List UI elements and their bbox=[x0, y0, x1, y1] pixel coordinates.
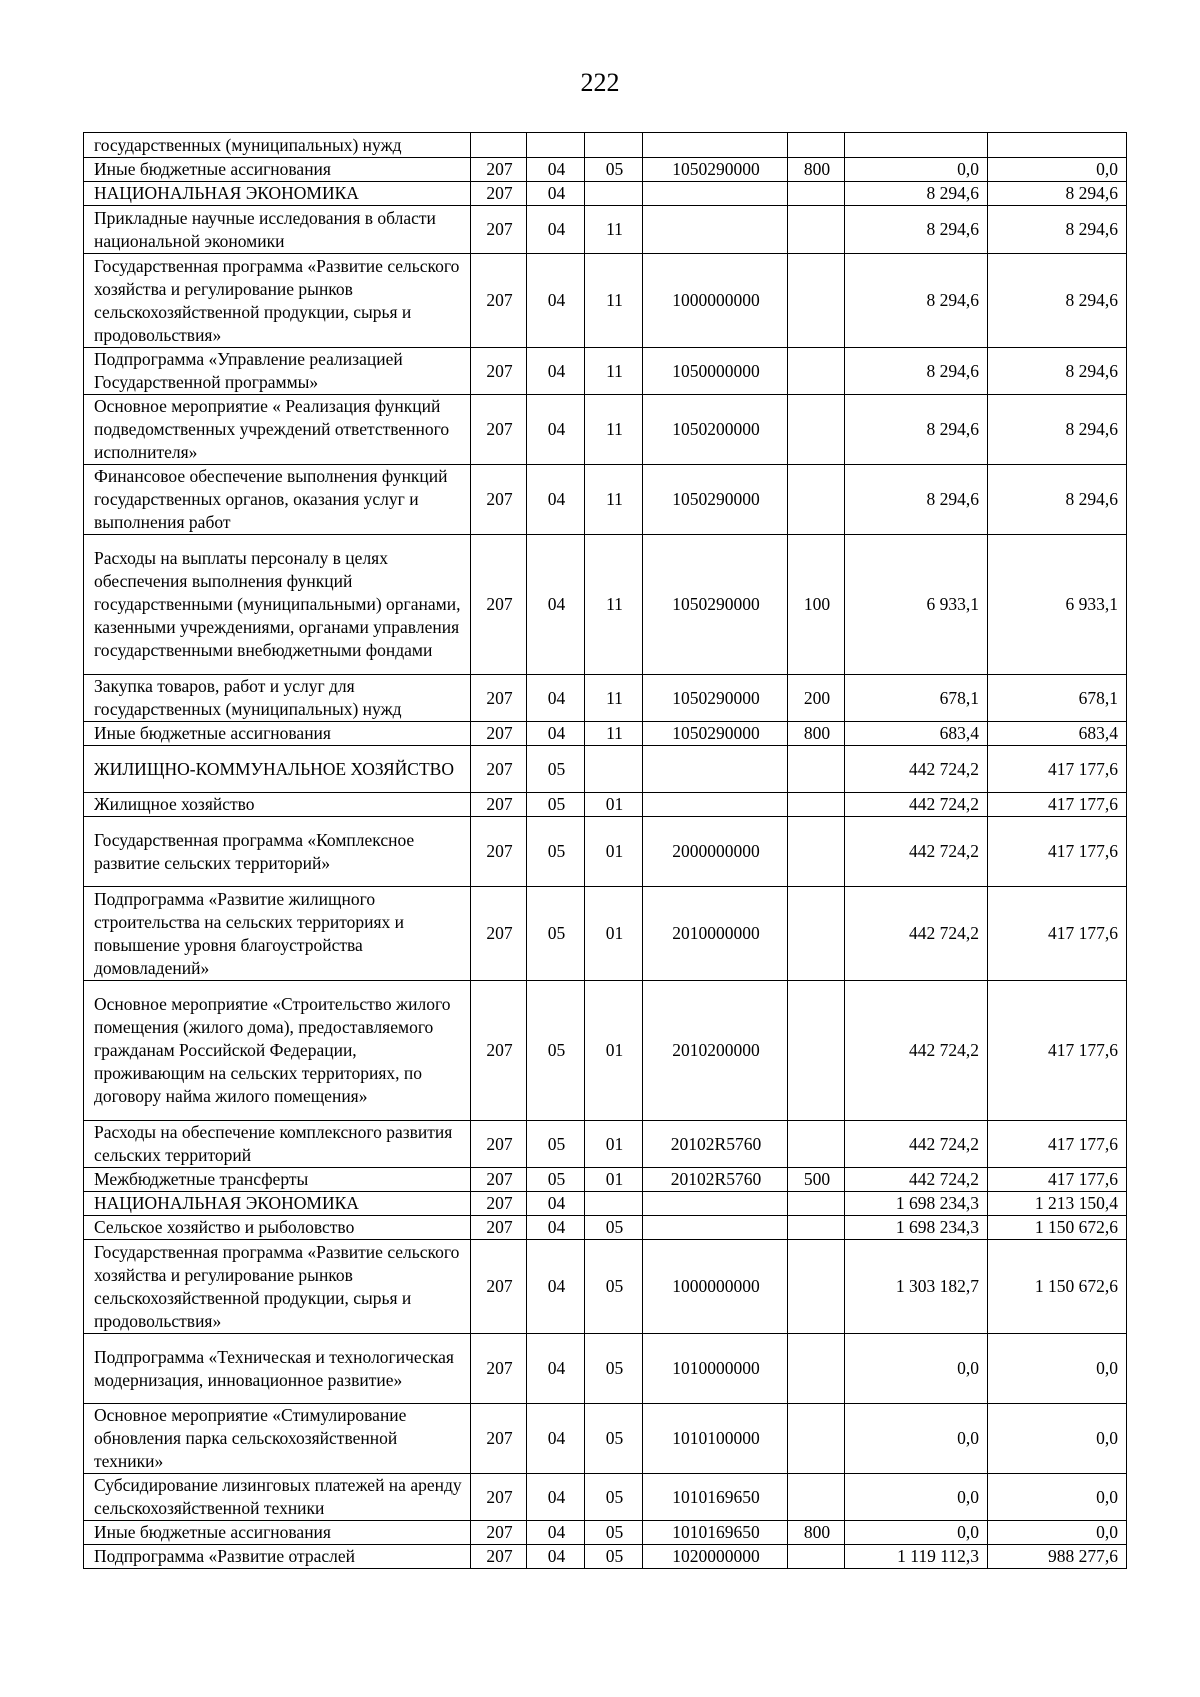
row-sum-2-cell: 0,0 bbox=[988, 1404, 1127, 1474]
row-sum-1-cell: 442 724,2 bbox=[845, 817, 988, 887]
row-vr-cell: 800 bbox=[788, 722, 845, 746]
row-ved-cell: 207 bbox=[471, 158, 527, 182]
row-sum-2-cell: 0,0 bbox=[988, 1474, 1127, 1521]
table-row bbox=[84, 675, 1127, 722]
row-ved-cell: 207 bbox=[471, 1404, 527, 1474]
table-row bbox=[84, 887, 1127, 981]
table-row bbox=[84, 793, 1127, 817]
table-row bbox=[84, 133, 1127, 158]
row-ved-cell: 207 bbox=[471, 675, 527, 722]
row-pr-cell bbox=[585, 746, 643, 793]
table-row bbox=[84, 817, 1127, 887]
table-row bbox=[84, 158, 1127, 182]
row-sum-2-cell: 417 177,6 bbox=[988, 793, 1127, 817]
row-rz-cell: 04 bbox=[527, 1545, 585, 1569]
row-pr-cell: 01 bbox=[585, 1121, 643, 1168]
row-ved-cell: 207 bbox=[471, 1334, 527, 1404]
row-csr-cell: 1050290000 bbox=[643, 675, 788, 722]
table-row bbox=[84, 1121, 1127, 1168]
row-name-cell: ЖИЛИЩНО-КОММУНАЛЬНОЕ ХОЗЯЙСТВО bbox=[84, 746, 471, 793]
row-csr-cell bbox=[643, 1192, 788, 1216]
row-vr-cell bbox=[788, 1545, 845, 1569]
row-vr-cell bbox=[788, 254, 845, 348]
row-sum-2-cell: 417 177,6 bbox=[988, 1168, 1127, 1192]
row-vr-cell bbox=[788, 395, 845, 465]
row-sum-1-cell: 8 294,6 bbox=[845, 395, 988, 465]
row-ved-cell: 207 bbox=[471, 817, 527, 887]
row-sum-2-cell: 0,0 bbox=[988, 158, 1127, 182]
row-pr-cell bbox=[585, 133, 643, 158]
row-csr-cell: 1050290000 bbox=[643, 465, 788, 535]
row-csr-cell: 1010100000 bbox=[643, 1404, 788, 1474]
table-row bbox=[84, 1240, 1127, 1334]
table-row bbox=[84, 746, 1127, 793]
row-vr-cell: 800 bbox=[788, 158, 845, 182]
row-rz-cell bbox=[527, 133, 585, 158]
row-sum-2-cell bbox=[988, 133, 1127, 158]
row-csr-cell: 1010169650 bbox=[643, 1521, 788, 1545]
row-sum-1-cell: 0,0 bbox=[845, 158, 988, 182]
row-vr-cell bbox=[788, 133, 845, 158]
row-sum-1-cell: 1 119 112,3 bbox=[845, 1545, 988, 1569]
row-sum-2-cell: 8 294,6 bbox=[988, 206, 1127, 254]
row-rz-cell: 04 bbox=[527, 1216, 585, 1240]
row-vr-cell bbox=[788, 348, 845, 395]
row-name-cell: Подпрограмма «Развитие отраслей bbox=[84, 1545, 471, 1569]
row-rz-cell: 05 bbox=[527, 793, 585, 817]
row-name-cell: Прикладные научные исследования в области национальной экономики bbox=[84, 206, 471, 254]
row-ved-cell: 207 bbox=[471, 1216, 527, 1240]
row-ved-cell: 207 bbox=[471, 1240, 527, 1334]
row-ved-cell bbox=[471, 133, 527, 158]
row-sum-2-cell: 0,0 bbox=[988, 1334, 1127, 1404]
row-sum-2-cell: 988 277,6 bbox=[988, 1545, 1127, 1569]
row-pr-cell: 11 bbox=[585, 535, 643, 675]
row-vr-cell bbox=[788, 981, 845, 1121]
row-ved-cell: 207 bbox=[471, 348, 527, 395]
table-row bbox=[84, 1521, 1127, 1545]
row-ved-cell: 207 bbox=[471, 793, 527, 817]
row-rz-cell: 05 bbox=[527, 746, 585, 793]
row-sum-1-cell: 8 294,6 bbox=[845, 254, 988, 348]
row-pr-cell: 11 bbox=[585, 206, 643, 254]
row-name-cell: Межбюджетные трансферты bbox=[84, 1168, 471, 1192]
row-name-cell: Основное мероприятие « Реализация функций подведомственных учреждений ответственного исполнителя» bbox=[84, 395, 471, 465]
row-ved-cell: 207 bbox=[471, 1121, 527, 1168]
row-vr-cell: 100 bbox=[788, 535, 845, 675]
row-pr-cell: 05 bbox=[585, 1240, 643, 1334]
row-csr-cell: 20102R5760 bbox=[643, 1121, 788, 1168]
row-pr-cell: 01 bbox=[585, 981, 643, 1121]
row-sum-2-cell: 8 294,6 bbox=[988, 465, 1127, 535]
row-csr-cell: 1000000000 bbox=[643, 254, 788, 348]
row-name-cell: Государственная программа «Развитие сельского хозяйства и регулирование рынков сельскохозяйственной продукции, сырья и продовольствия» bbox=[84, 254, 471, 348]
table-row bbox=[84, 1545, 1127, 1569]
row-name-cell: Основное мероприятие «Строительство жилого помещения (жилого дома), предоставляемого гражданам Российской Федерации, проживающим на сельских территориях, по договору найма жилого помещения» bbox=[84, 981, 471, 1121]
row-vr-cell bbox=[788, 1192, 845, 1216]
row-sum-1-cell: 442 724,2 bbox=[845, 793, 988, 817]
row-csr-cell bbox=[643, 746, 788, 793]
row-vr-cell bbox=[788, 1240, 845, 1334]
row-ved-cell: 207 bbox=[471, 1474, 527, 1521]
row-csr-cell bbox=[643, 133, 788, 158]
row-sum-2-cell: 6 933,1 bbox=[988, 535, 1127, 675]
row-sum-1-cell: 0,0 bbox=[845, 1521, 988, 1545]
row-csr-cell: 1050290000 bbox=[643, 722, 788, 746]
row-name-cell: Подпрограмма «Развитие жилищного строительства на сельских территориях и повышение уровня благоустройства домовладений» bbox=[84, 887, 471, 981]
row-sum-2-cell: 417 177,6 bbox=[988, 887, 1127, 981]
row-rz-cell: 05 bbox=[527, 817, 585, 887]
row-name-cell: НАЦИОНАЛЬНАЯ ЭКОНОМИКА bbox=[84, 182, 471, 206]
row-sum-1-cell: 0,0 bbox=[845, 1334, 988, 1404]
row-sum-2-cell: 417 177,6 bbox=[988, 1121, 1127, 1168]
row-vr-cell bbox=[788, 1121, 845, 1168]
row-pr-cell: 11 bbox=[585, 254, 643, 348]
row-vr-cell bbox=[788, 1334, 845, 1404]
row-rz-cell: 04 bbox=[527, 535, 585, 675]
row-name-cell: Жилищное хозяйство bbox=[84, 793, 471, 817]
row-sum-1-cell: 1 698 234,3 bbox=[845, 1216, 988, 1240]
row-csr-cell bbox=[643, 182, 788, 206]
page-number: 222 bbox=[580, 68, 620, 97]
row-rz-cell: 04 bbox=[527, 348, 585, 395]
row-csr-cell: 1050290000 bbox=[643, 158, 788, 182]
row-ved-cell: 207 bbox=[471, 981, 527, 1121]
row-name-cell: Государственная программа «Комплексное развитие сельских территорий» bbox=[84, 817, 471, 887]
row-ved-cell: 207 bbox=[471, 182, 527, 206]
row-rz-cell: 04 bbox=[527, 182, 585, 206]
row-pr-cell: 01 bbox=[585, 817, 643, 887]
row-rz-cell: 04 bbox=[527, 395, 585, 465]
row-pr-cell bbox=[585, 1192, 643, 1216]
row-csr-cell: 1020000000 bbox=[643, 1545, 788, 1569]
row-pr-cell: 05 bbox=[585, 1216, 643, 1240]
row-pr-cell: 11 bbox=[585, 465, 643, 535]
row-csr-cell: 1010169650 bbox=[643, 1474, 788, 1521]
row-name-cell: Подпрограмма «Управление реализацией Государственной программы» bbox=[84, 348, 471, 395]
row-sum-2-cell: 1 150 672,6 bbox=[988, 1216, 1127, 1240]
row-vr-cell bbox=[788, 465, 845, 535]
row-sum-2-cell: 417 177,6 bbox=[988, 746, 1127, 793]
row-csr-cell: 1050290000 bbox=[643, 535, 788, 675]
row-vr-cell bbox=[788, 206, 845, 254]
row-vr-cell: 800 bbox=[788, 1521, 845, 1545]
row-vr-cell bbox=[788, 746, 845, 793]
row-vr-cell bbox=[788, 182, 845, 206]
row-name-cell: Расходы на выплаты персоналу в целях обеспечения выполнения функций государственными (муниципальными) органами, казенными учреждениями, органами управления государственными внебюджетными фондами bbox=[84, 535, 471, 675]
row-csr-cell: 2010200000 bbox=[643, 981, 788, 1121]
row-ved-cell: 207 bbox=[471, 1545, 527, 1569]
row-name-cell: Основное мероприятие «Стимулирование обновления парка сельскохозяйственной техники» bbox=[84, 1404, 471, 1474]
row-csr-cell bbox=[643, 206, 788, 254]
table-row bbox=[84, 1216, 1127, 1240]
row-ved-cell: 207 bbox=[471, 254, 527, 348]
row-rz-cell: 04 bbox=[527, 1404, 585, 1474]
row-sum-2-cell: 1 213 150,4 bbox=[988, 1192, 1127, 1216]
row-ved-cell: 207 bbox=[471, 535, 527, 675]
row-csr-cell: 1010000000 bbox=[643, 1334, 788, 1404]
row-csr-cell: 1050200000 bbox=[643, 395, 788, 465]
row-sum-1-cell: 442 724,2 bbox=[845, 1168, 988, 1192]
row-pr-cell: 05 bbox=[585, 1545, 643, 1569]
row-ved-cell: 207 bbox=[471, 1168, 527, 1192]
table-row bbox=[84, 182, 1127, 206]
row-rz-cell: 05 bbox=[527, 981, 585, 1121]
row-sum-2-cell: 1 150 672,6 bbox=[988, 1240, 1127, 1334]
row-pr-cell: 11 bbox=[585, 395, 643, 465]
row-sum-2-cell: 0,0 bbox=[988, 1521, 1127, 1545]
row-ved-cell: 207 bbox=[471, 395, 527, 465]
row-vr-cell bbox=[788, 1216, 845, 1240]
row-name-cell: Государственная программа «Развитие сельского хозяйства и регулирование рынков сельскохозяйственной продукции, сырья и продовольствия» bbox=[84, 1240, 471, 1334]
row-vr-cell: 500 bbox=[788, 1168, 845, 1192]
row-csr-cell: 1000000000 bbox=[643, 1240, 788, 1334]
row-sum-2-cell: 417 177,6 bbox=[988, 817, 1127, 887]
row-name-cell: Расходы на обеспечение комплексного развития сельских территорий bbox=[84, 1121, 471, 1168]
row-sum-1-cell: 8 294,6 bbox=[845, 465, 988, 535]
row-sum-2-cell: 678,1 bbox=[988, 675, 1127, 722]
table-row bbox=[84, 1334, 1127, 1404]
row-rz-cell: 04 bbox=[527, 254, 585, 348]
row-sum-1-cell: 0,0 bbox=[845, 1474, 988, 1521]
row-ved-cell: 207 bbox=[471, 1192, 527, 1216]
row-vr-cell bbox=[788, 887, 845, 981]
row-pr-cell: 01 bbox=[585, 793, 643, 817]
row-sum-1-cell bbox=[845, 133, 988, 158]
row-rz-cell: 04 bbox=[527, 1240, 585, 1334]
row-rz-cell: 04 bbox=[527, 465, 585, 535]
row-pr-cell bbox=[585, 182, 643, 206]
row-pr-cell: 01 bbox=[585, 1168, 643, 1192]
row-csr-cell bbox=[643, 793, 788, 817]
row-ved-cell: 207 bbox=[471, 1521, 527, 1545]
row-name-cell: НАЦИОНАЛЬНАЯ ЭКОНОМИКА bbox=[84, 1192, 471, 1216]
row-pr-cell: 05 bbox=[585, 158, 643, 182]
row-ved-cell: 207 bbox=[471, 887, 527, 981]
row-sum-1-cell: 1 698 234,3 bbox=[845, 1192, 988, 1216]
row-sum-1-cell: 442 724,2 bbox=[845, 887, 988, 981]
row-sum-2-cell: 417 177,6 bbox=[988, 981, 1127, 1121]
row-rz-cell: 05 bbox=[527, 1121, 585, 1168]
row-rz-cell: 04 bbox=[527, 1334, 585, 1404]
row-pr-cell: 11 bbox=[585, 348, 643, 395]
row-sum-2-cell: 8 294,6 bbox=[988, 348, 1127, 395]
row-sum-1-cell: 1 303 182,7 bbox=[845, 1240, 988, 1334]
row-ved-cell: 207 bbox=[471, 465, 527, 535]
row-name-cell: государственных (муниципальных) нужд bbox=[84, 133, 471, 158]
row-sum-2-cell: 8 294,6 bbox=[988, 254, 1127, 348]
row-vr-cell: 200 bbox=[788, 675, 845, 722]
row-pr-cell: 05 bbox=[585, 1334, 643, 1404]
table-row bbox=[84, 1168, 1127, 1192]
row-vr-cell bbox=[788, 1474, 845, 1521]
row-sum-2-cell: 8 294,6 bbox=[988, 182, 1127, 206]
row-sum-1-cell: 8 294,6 bbox=[845, 206, 988, 254]
table-row bbox=[84, 1474, 1127, 1521]
row-name-cell: Иные бюджетные ассигнования bbox=[84, 722, 471, 746]
row-vr-cell bbox=[788, 1404, 845, 1474]
row-pr-cell: 11 bbox=[585, 675, 643, 722]
row-sum-1-cell: 0,0 bbox=[845, 1404, 988, 1474]
row-ved-cell: 207 bbox=[471, 722, 527, 746]
row-csr-cell: 2000000000 bbox=[643, 817, 788, 887]
row-csr-cell: 2010000000 bbox=[643, 887, 788, 981]
row-sum-1-cell: 678,1 bbox=[845, 675, 988, 722]
table-row bbox=[84, 348, 1127, 395]
row-csr-cell: 1050000000 bbox=[643, 348, 788, 395]
row-sum-1-cell: 442 724,2 bbox=[845, 746, 988, 793]
table-row bbox=[84, 395, 1127, 465]
row-sum-2-cell: 8 294,6 bbox=[988, 395, 1127, 465]
row-sum-2-cell: 683,4 bbox=[988, 722, 1127, 746]
row-sum-1-cell: 8 294,6 bbox=[845, 348, 988, 395]
row-name-cell: Подпрограмма «Техническая и технологическая модернизация, инновационное развитие» bbox=[84, 1334, 471, 1404]
row-pr-cell: 01 bbox=[585, 887, 643, 981]
budget-table bbox=[83, 132, 1127, 1569]
row-pr-cell: 05 bbox=[585, 1474, 643, 1521]
row-rz-cell: 04 bbox=[527, 675, 585, 722]
table-row bbox=[84, 981, 1127, 1121]
row-name-cell: Сельское хозяйство и рыболовство bbox=[84, 1216, 471, 1240]
table-row bbox=[84, 1404, 1127, 1474]
row-ved-cell: 207 bbox=[471, 206, 527, 254]
row-name-cell: Иные бюджетные ассигнования bbox=[84, 158, 471, 182]
row-vr-cell bbox=[788, 793, 845, 817]
row-rz-cell: 04 bbox=[527, 1521, 585, 1545]
row-pr-cell: 05 bbox=[585, 1521, 643, 1545]
row-sum-1-cell: 683,4 bbox=[845, 722, 988, 746]
row-sum-1-cell: 6 933,1 bbox=[845, 535, 988, 675]
row-pr-cell: 11 bbox=[585, 722, 643, 746]
table-row bbox=[84, 1192, 1127, 1216]
table-row bbox=[84, 535, 1127, 675]
row-rz-cell: 05 bbox=[527, 1168, 585, 1192]
row-rz-cell: 04 bbox=[527, 722, 585, 746]
table-row bbox=[84, 465, 1127, 535]
row-pr-cell: 05 bbox=[585, 1404, 643, 1474]
row-rz-cell: 04 bbox=[527, 1474, 585, 1521]
row-csr-cell: 20102R5760 bbox=[643, 1168, 788, 1192]
row-vr-cell bbox=[788, 817, 845, 887]
row-sum-1-cell: 442 724,2 bbox=[845, 1121, 988, 1168]
row-rz-cell: 04 bbox=[527, 206, 585, 254]
table-row bbox=[84, 206, 1127, 254]
row-rz-cell: 04 bbox=[527, 158, 585, 182]
row-name-cell: Закупка товаров, работ и услуг для государственных (муниципальных) нужд bbox=[84, 675, 471, 722]
row-name-cell: Иные бюджетные ассигнования bbox=[84, 1521, 471, 1545]
row-sum-1-cell: 442 724,2 bbox=[845, 981, 988, 1121]
table-row bbox=[84, 722, 1127, 746]
row-rz-cell: 04 bbox=[527, 1192, 585, 1216]
row-name-cell: Субсидирование лизинговых платежей на аренду сельскохозяйственной техники bbox=[84, 1474, 471, 1521]
row-sum-1-cell: 8 294,6 bbox=[845, 182, 988, 206]
table-row bbox=[84, 254, 1127, 348]
row-rz-cell: 05 bbox=[527, 887, 585, 981]
row-csr-cell bbox=[643, 1216, 788, 1240]
row-ved-cell: 207 bbox=[471, 746, 527, 793]
row-name-cell: Финансовое обеспечение выполнения функций государственных органов, оказания услуг и выполнения работ bbox=[84, 465, 471, 535]
